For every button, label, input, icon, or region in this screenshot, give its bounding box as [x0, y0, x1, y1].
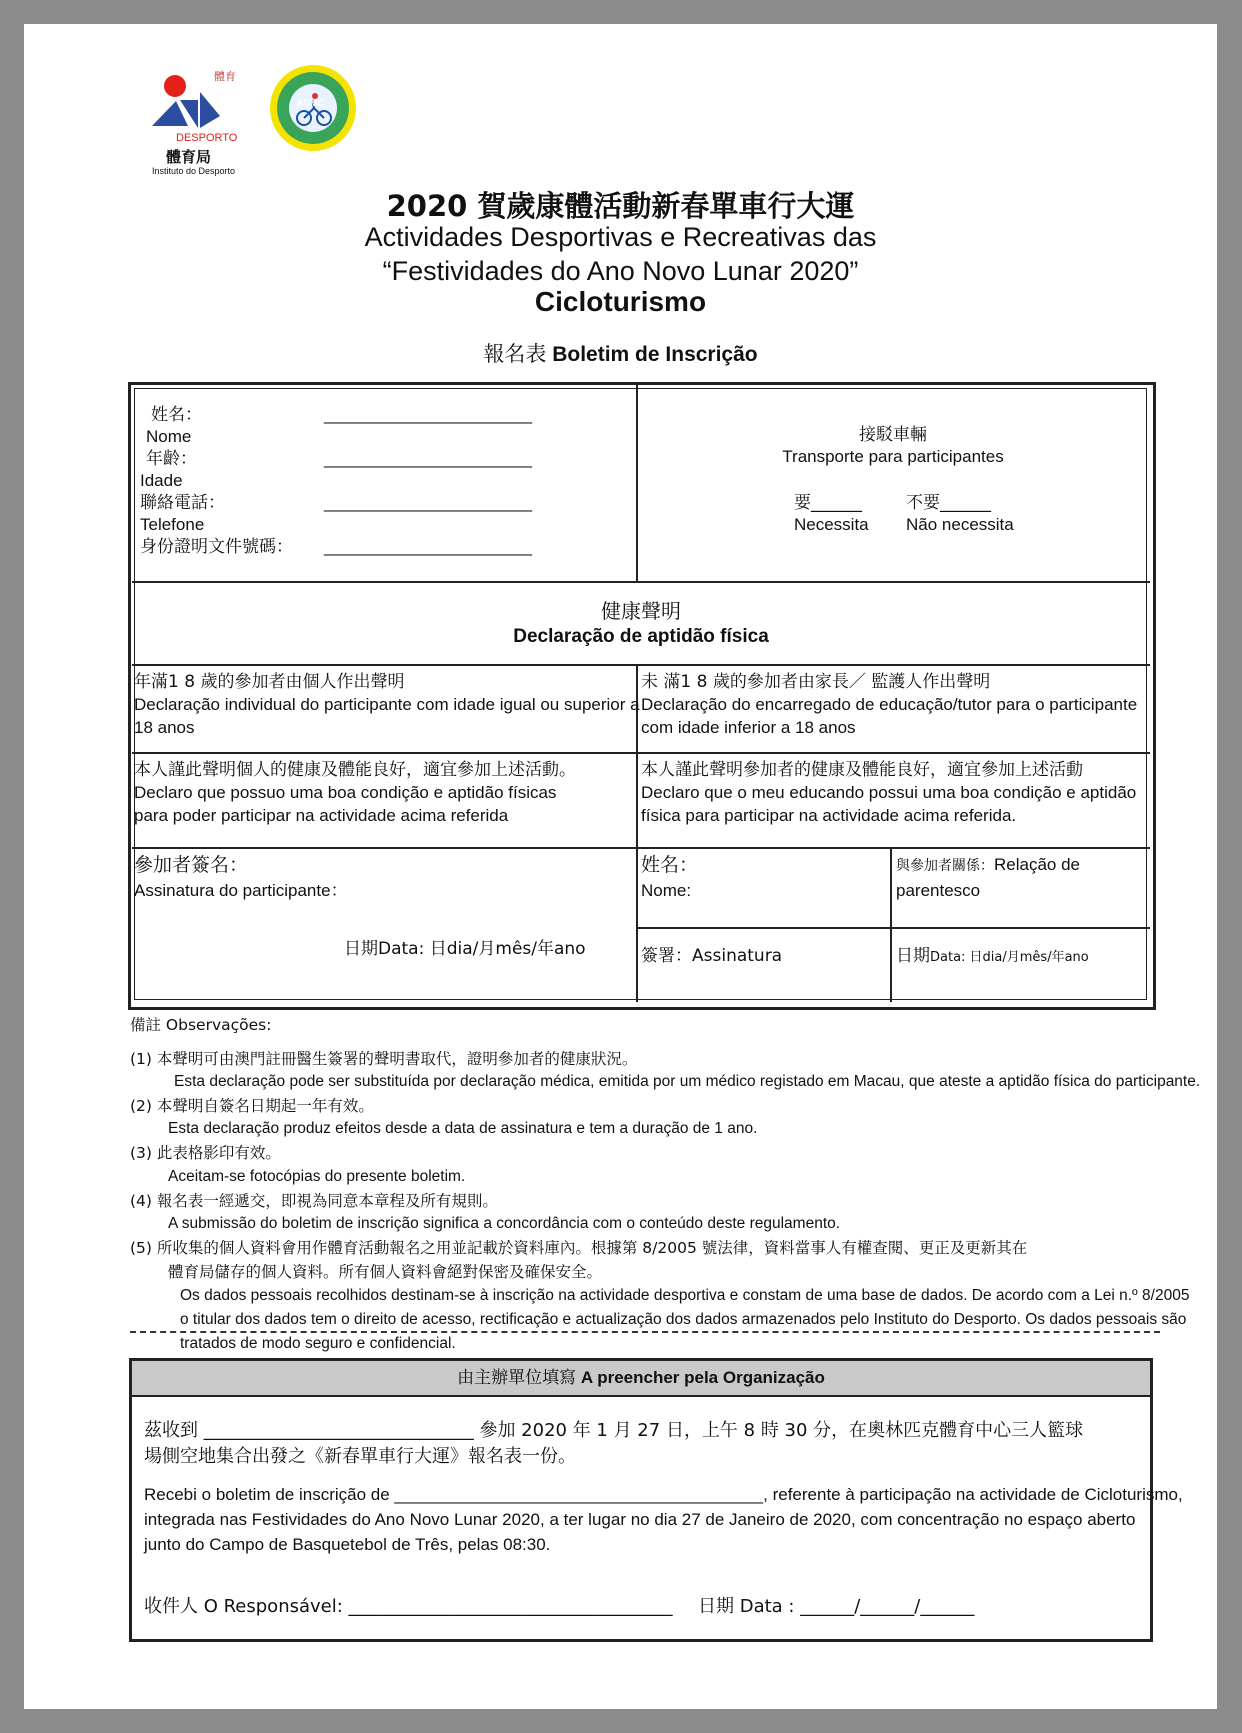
acmc-logo: [268, 62, 372, 166]
logo-top-chars: 體育: [214, 70, 236, 83]
transport-noneed-cn[interactable]: 不要______: [906, 493, 991, 513]
receipt-header-pt: A preencher pela Organização: [580, 1368, 825, 1387]
note-2-pt: Esta declaração produz efeitos desde a data de assinatura e tem a duração de 1 ano.: [168, 1120, 758, 1137]
receipt-cn-line2: 場側空地集合出發之《新春單車行大運》報名表一份。: [144, 1446, 576, 1467]
note-2-cn: (2) 本聲明自簽名日期起一年有效。: [130, 1097, 374, 1115]
name-label-pt: Nome: [146, 427, 192, 446]
age-field[interactable]: ______________________: [324, 449, 533, 468]
note-5-pt1: Os dados pessoais recolhidos destinam-se à inscrição na actividade desportiva e constam de uma base de dados. De acordo com a Lei n.º 8/2005: [180, 1287, 1190, 1304]
note-3-cn: (3) 此表格影印有效。: [130, 1144, 281, 1162]
title-pt-line3: Cicloturismo: [534, 286, 707, 317]
minor-decl-pt2: física para participar na actividade acima referida.: [641, 806, 1017, 825]
note-3-pt: Aceitam-se fotocópias do presente boletim.: [168, 1168, 466, 1185]
phone-label-cn: 聯絡電話：: [140, 493, 225, 513]
participant-date[interactable]: 日期Data: 日dia/月mês/年ano: [344, 939, 586, 959]
title-pt-line1: Actividades Desportivas e Recreativas das: [364, 222, 877, 252]
name-field[interactable]: ______________________: [324, 405, 533, 424]
form-page: [24, 24, 1217, 1709]
note-5-pt3: tratados de modo seguro e confidencial.: [180, 1335, 456, 1352]
id-field[interactable]: ______________________: [324, 537, 533, 556]
receipt-pt-line2: integrada nas Festividades do Ano Novo Lunar 2020, a ter lugar no dia 27 de Janeiro de 2020, com concentração no espaço aberto: [144, 1510, 1136, 1529]
transport-need-cn[interactable]: 要______: [794, 493, 862, 513]
cut-line: [130, 1331, 1160, 1333]
phone-field[interactable]: ______________________: [324, 493, 533, 512]
adult-decl-cn: 本人謹此聲明個人的健康及體能良好，適宜參加上述活動。: [134, 760, 576, 780]
receipt-responsible[interactable]: 收件人 O Responsável: ____________________________________: [144, 1596, 673, 1617]
minor-decl-cn: 本人謹此聲明參加者的健康及體能良好，適宜參加上述活動: [641, 760, 1083, 780]
transport-need-pt: Necessita: [794, 515, 869, 534]
relation-pt2: parentesco: [896, 881, 981, 900]
health-title-pt: Declaração de aptidão física: [513, 626, 769, 647]
receipt-date[interactable]: 日期 Data : ______/______/______: [698, 1596, 975, 1617]
relation-label[interactable]: [896, 854, 1080, 877]
name-label-cn: 姓名：: [151, 405, 202, 425]
instituto-desporto-logo: [136, 56, 276, 191]
relation-pt1: Relação de: [994, 855, 1081, 874]
transport-noneed-pt: Não necessita: [906, 515, 1014, 534]
title-pt-line2: “Festividades do Ano Novo Lunar 2020”: [382, 256, 859, 286]
receipt-header: [132, 1361, 1150, 1397]
guardian-date-cn: 日期: [896, 946, 930, 966]
receipt-header-cn: 由主辦單位填寫: [457, 1368, 577, 1388]
form-name-cn: 報名表: [483, 342, 547, 366]
guardian-date[interactable]: [896, 945, 1089, 969]
form-subtitle: [24, 338, 1217, 368]
adult-head-pt1: Declaração individual do participante com idade igual ou superior a: [134, 695, 640, 714]
cycling-club-emblem-icon: [268, 62, 372, 166]
phone-label-pt: Telefone: [140, 515, 205, 534]
age-label-cn: 年齡：: [146, 449, 197, 469]
notes-title: 備註 Observações:: [130, 1016, 272, 1034]
participant-sign-pt[interactable]: Assinatura do participante：: [134, 881, 348, 900]
minor-head-pt1: Declaração do encarregado de educação/tutor para o participante: [641, 695, 1138, 714]
transport-title-pt: Transporte para participantes: [782, 447, 1004, 466]
id-label-cn: 身份證明文件號碼：: [140, 537, 293, 557]
adult-head-pt2: 18 anos: [134, 718, 195, 737]
participant-sign-cn: 參加者簽名：: [134, 854, 249, 876]
logo-desporto-text: DESPORTO: [176, 132, 238, 144]
adult-decl-pt1: Declaro que possuo uma boa condição e aptidão físicas: [134, 783, 557, 802]
adult-head-cn: 年滿1 8 歲的參加者由個人作出聲明: [134, 672, 405, 692]
note-5-pt2: o titular dos dados tem o direito de acesso, rectificação e actualização dos dados armazenados pelo Instituto do Desporto. Os dados pessoais são: [180, 1311, 1187, 1328]
receipt-cn-line1: 茲收到 ______________________________ 參加 2020 年 1 月 27 日，上午 8 時 30 分，在奧林匹克體育中心三人籃球: [144, 1420, 1084, 1441]
acmc-text: ACMC: [297, 98, 324, 108]
relation-cn: 與參加者關係：: [896, 858, 994, 874]
logo-cn-text: 體育局: [166, 148, 212, 166]
health-title-cn: 健康聲明: [601, 599, 681, 623]
guardian-name-cn: 姓名：: [641, 854, 699, 876]
minor-head-pt2: com idade inferior a 18 anos: [641, 718, 856, 737]
receipt-pt-line3: junto do Campo de Basquetebol de Três, pelas 08:30.: [144, 1535, 551, 1554]
form-name-pt: Boletim de Inscrição: [552, 343, 758, 366]
minor-decl-pt1: Declaro que o meu educando possui uma boa condição e aptidão: [641, 783, 1137, 802]
adult-decl-pt2: para poder participar na actividade acima referida: [134, 806, 509, 825]
guardian-name-pt[interactable]: Nome:: [641, 881, 692, 900]
age-label-pt: Idade: [140, 471, 183, 490]
transport-title-cn: 接駁車輛: [859, 425, 927, 445]
logo-caption: Instituto do Desporto: [152, 166, 236, 176]
receipt-pt-line1: Recebi o boletim de inscrição de _______________________________________, referente à participação na actividade de Cicloturismo,: [144, 1485, 1183, 1504]
note-1-cn: (1) 本聲明可由澳門註冊醫生簽署的聲明書取代，證明參加者的健康狀況。: [130, 1050, 638, 1068]
receipt-header-text: [132, 1367, 1150, 1389]
minor-head-cn: 未 滿1 8 歲的參加者由家長／ 監護人作出聲明: [641, 672, 991, 692]
title-cn: 2020 賀歲康體活動新春單車行大運: [386, 189, 855, 223]
note-4-pt: A submissão do boletim de inscrição significa a concordância com o conteúdo deste regulamento.: [168, 1215, 841, 1232]
guardian-date-pt: Data: 日dia/月mês/年ano: [930, 950, 1089, 965]
note-1-pt: Esta declaração pode ser substituída por declaração médica, emitida por um médico registado em Macau, que ateste a aptidão física do participante.: [174, 1073, 1201, 1090]
note-5-cn1: (5) 所收集的個人資料會用作體育活動報名之用並記載於資料庫內。根據第 8/2005 號法律，資料當事人有權查閱、更正及更新其在: [130, 1239, 1028, 1257]
note-4-cn: (4) 報名表一經遞交，即視為同意本章程及所有規則。: [130, 1192, 498, 1210]
note-5-cn2: 體育局儲存的個人資料。所有個人資料會絕對保密及確保安全。: [168, 1263, 603, 1281]
guardian-signature[interactable]: 簽署：Assinatura: [641, 946, 783, 966]
